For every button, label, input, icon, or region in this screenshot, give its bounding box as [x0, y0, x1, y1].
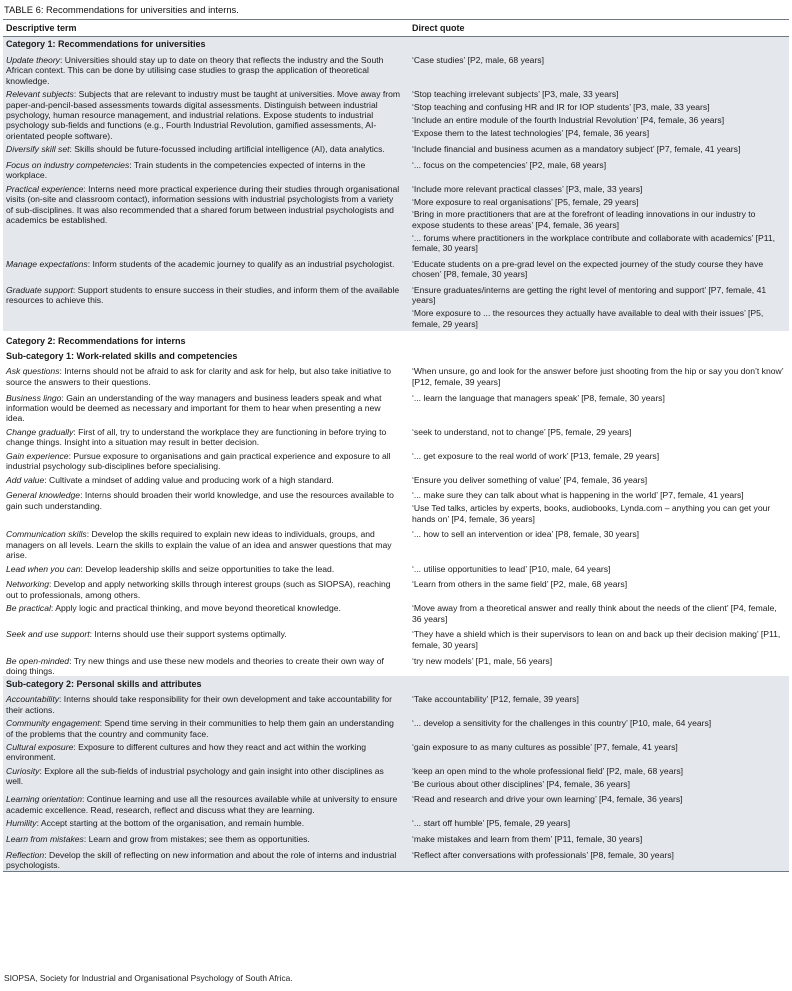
table-row [3, 626, 789, 652]
term-label: Lead when you can [6, 563, 81, 574]
term-label: Humility [6, 818, 37, 829]
table-row [3, 831, 789, 847]
descriptive-term-cell [3, 529, 409, 560]
term-description: : Cultivate a mindset of adding value and producing work of a high standard. [44, 474, 334, 485]
descriptive-term-cell [3, 451, 409, 472]
term-description: : Interns should not be afraid to ask for clarity and ask for help, but also take initiative to source the answers to their questions. [6, 366, 392, 387]
term-description: : Explore all the sub-fields of industrial psychology and gain insight into other disciplines as well. [6, 765, 384, 787]
quote-text: ‘Read and research and drive your own learning’ [P4, female, 36 years] [412, 794, 683, 805]
descriptive-term-cell [3, 184, 409, 226]
term-label: Gain experience [6, 450, 69, 461]
direct-quote-cell [409, 160, 789, 173]
direct-quote-cell [409, 89, 789, 140]
descriptive-term-cell [3, 285, 409, 306]
descriptive-term-cell [3, 259, 409, 269]
descriptive-term-cell [3, 160, 409, 181]
descriptive-term-cell [3, 475, 409, 485]
direct-quote-cell [409, 718, 789, 731]
table-row [3, 141, 789, 157]
quote-text: ‘Use Ted talks, articles by experts, books, audiobooks, Lynda.com – anything you can get your hands on’ [P4, female, 36 years] [412, 503, 771, 524]
direct-quote-cell [409, 490, 789, 526]
quote-text: ‘make mistakes and learn from them’ [P11, female, 30 years] [412, 834, 643, 844]
quote-text: ‘seek to understand, not to change’ [P5, female, 29 years] [412, 426, 632, 437]
descriptive-term-cell [3, 144, 409, 154]
header-direct-quote: Direct quote [412, 22, 465, 33]
quote-text: ‘Include more relevant practical classes’ [P3, male, 33 years] [412, 183, 643, 194]
term-label: Ask questions [6, 366, 60, 377]
quote-text: ‘Ensure you deliver something of value’ [P4, female, 36 years] [412, 474, 648, 485]
quote-text: ‘Be curious about other disciplines’ [P4, female, 36 years] [412, 778, 630, 789]
table-row [3, 600, 789, 626]
quote-text: ‘... utilise opportunities to lead’ [P10, male, 64 years] [412, 563, 611, 574]
table-row [3, 561, 789, 577]
term-description: : Exposure to different cultures and how they react and act within the working environment. [6, 741, 367, 763]
term-description: : Interns should broaden their world knowledge, and use the resources available to gain such understanding. [6, 490, 394, 511]
descriptive-term-cell [3, 564, 409, 574]
direct-quote-cell [409, 656, 789, 669]
table-row [3, 424, 789, 448]
category-2-section [3, 333, 789, 676]
direct-quote-cell [409, 144, 789, 157]
quote-text: ‘... how to sell an intervention or idea’ [P8, female, 30 years] [412, 529, 640, 540]
term-label: Practical experience [6, 183, 84, 194]
term-description: : Learn and grow from mistakes; see them as opportunities. [83, 834, 310, 844]
direct-quote-cell [409, 259, 789, 282]
term-label: Reflection [6, 849, 45, 860]
table-row [3, 181, 789, 256]
term-description: : Develop the skills required to explain new ideas to individuals, groups, and managers on all levels. Learn the skills to explain the value of an idea and answer questions that may arise. [6, 529, 392, 561]
term-description: : Accept starting at the bottom of the organisation, and remain humble. [36, 818, 305, 829]
quote-text: ‘Move away from a theoretical answer and really think about the needs of the client’ [P4, female, 36 years] [412, 603, 777, 624]
direct-quote-cell [409, 285, 789, 331]
sub-category-1-rows [3, 363, 789, 676]
term-description: : Universities should stay up to date on theory that reflects the industry and the South African context. This can be done by utilising case studies to grasp the application of theoretical knowledge. [6, 55, 384, 86]
quote-text: ‘keep an open mind to the whole professional field’ [P2, male, 68 years] [412, 765, 684, 776]
sub-category-title-text: Sub-category 2: Personal skills and attributes [6, 678, 202, 689]
descriptive-term-cell [3, 366, 409, 387]
quote-text: ‘Case studies’ [P2, male, 68 years] [412, 55, 544, 65]
descriptive-term-cell [3, 579, 409, 600]
table-row [3, 157, 789, 181]
table-row [3, 282, 789, 331]
table-row [3, 86, 789, 141]
sub-category-2-section [3, 676, 789, 871]
term-label: Learning orientation [6, 794, 82, 805]
descriptive-term-cell [3, 794, 409, 815]
term-description: : First of all, try to understand the workplace they are functioning in before trying to change things. Insight into a situation may result in better decision. [6, 426, 387, 448]
descriptive-term-cell [3, 393, 409, 424]
term-label: Networking [6, 579, 49, 590]
table-footnote: SIOPSA, Society for Industrial and Organisational Psychology of South Africa. [4, 973, 293, 983]
sub-category-2-title [3, 676, 789, 691]
term-label: Update theory [6, 55, 60, 65]
term-description: : Interns should take responsibility for their own development and take accountability for their actions. [6, 694, 392, 715]
table-row [3, 256, 789, 282]
direct-quote-cell [409, 427, 789, 440]
table-row [3, 52, 789, 86]
quote-text: ‘Include an entire module of the fourth Industrial Revolution’ [P4, female, 36 years] [412, 114, 725, 125]
term-description: : Gain an understanding of the way managers and business leaders speak and what information would be deemed as necessary and important for them to hear when presenting a new idea. [6, 392, 382, 424]
direct-quote-cell [409, 55, 789, 68]
direct-quote-cell [409, 366, 789, 389]
category-title-text: Category 2: Recommendations for interns [6, 335, 186, 346]
table-caption: TABLE 6: Recommendations for universities and interns. [4, 4, 239, 15]
term-description: : Inform students of the academic journey to qualify as an industrial psychologist. [87, 258, 395, 269]
quote-text: ‘... start off humble’ [P5, female, 29 years] [412, 818, 571, 829]
term-label: Cultural exposure [6, 741, 74, 752]
term-label: Relevant subjects [6, 89, 74, 100]
category-1-rows [3, 52, 789, 331]
direct-quote-cell [409, 794, 789, 807]
header-descriptive-term: Descriptive term [6, 22, 77, 33]
direct-quote-cell [409, 834, 789, 847]
term-label: Be open-minded [6, 655, 70, 666]
quote-text: ‘Include financial and business acumen as a mandatory subject’ [P7, female, 41 years] [412, 144, 741, 155]
table-row [3, 739, 789, 763]
direct-quote-cell [409, 629, 789, 652]
direct-quote-cell [409, 766, 789, 792]
term-description: : Interns should use their support systems optimally. [89, 629, 287, 640]
category-title-text: Category 1: Recommendations for universities [6, 39, 206, 50]
quote-text: ‘Reflect after conversations with professionals’ [P8, female, 30 years] [412, 849, 674, 860]
quote-text: ‘When unsure, go and look for the answer before just shooting from the hip or say you don’t know’ [P12, female, 39 years] [412, 366, 784, 387]
term-label: Communication skills [6, 529, 87, 540]
term-description: : Support students to ensure success in their studies, and inform them of the available resources to achieve this. [6, 285, 400, 306]
quote-text: ‘... develop a sensitivity for the challenges in this country’ [P10, male, 64 years] [412, 718, 712, 729]
quote-text: ‘... get exposure to the real world of work’ [P13, female, 29 years] [412, 450, 660, 461]
term-label: Business lingo [6, 392, 62, 403]
table-row [3, 576, 789, 600]
descriptive-term-cell [3, 834, 409, 844]
category-1-section [3, 37, 789, 331]
table-row [3, 363, 789, 389]
quote-text: ‘... forums where practitioners in the workplace contribute and collaborate with academics’ [P11, female, 30 years] [412, 232, 776, 254]
quote-text: ‘... learn the language that managers speak’ [P8, female, 30 years] [412, 392, 665, 403]
term-label: Community engagement [6, 718, 100, 729]
descriptive-term-cell [3, 629, 409, 639]
direct-quote-cell [409, 742, 789, 755]
term-description: : Skills should be future-focussed including artificial intelligence (AI), data analytics. [69, 144, 385, 155]
quote-text: ‘Take accountability’ [P12, female, 39 years] [412, 694, 579, 705]
table-row [3, 390, 789, 424]
table-row [3, 448, 789, 472]
term-description: : Pursue exposure to organisations and gain practical experience and exposure to all industrial psychology sub-disciplines before specialising. [6, 450, 391, 472]
category-2-title [3, 333, 789, 348]
direct-quote-cell [409, 393, 789, 406]
term-label: Graduate support [6, 285, 73, 296]
table-row [3, 815, 789, 831]
sub-category-title-text: Sub-category 1: Work-related skills and competencies [6, 350, 238, 361]
term-description: : Develop leadership skills and seize opportunities to take the lead. [80, 563, 335, 574]
descriptive-term-cell [3, 603, 409, 613]
sub-category-2-rows [3, 691, 789, 870]
sub-category-1-title [3, 348, 789, 363]
quote-text: ‘Educate students on a pre-grad level on the expected journey of the study course they have chosen’ [P8, female, 30 years] [412, 258, 764, 280]
term-label: Accountability [6, 694, 60, 705]
direct-quote-cell [409, 529, 789, 542]
term-label: Seek and use support [6, 629, 90, 640]
term-label: Manage expectations [6, 258, 88, 269]
table-row [3, 472, 789, 488]
quote-text: ‘More exposure to ... the resources they actually have available to deal with their issues’ [P5, female, 29 years] [412, 308, 764, 329]
term-description: : Develop and apply networking skills through interest groups (such as SIOPSA), reaching out to professionals, among others. [6, 579, 391, 600]
descriptive-term-cell [3, 766, 409, 787]
table-header [3, 19, 789, 37]
direct-quote-cell [409, 579, 789, 592]
descriptive-term-cell [3, 427, 409, 448]
direct-quote-cell [409, 694, 789, 707]
quote-text: ‘... make sure they can talk about what is happening in the world’ [P7, female, 41 years] [412, 490, 744, 501]
descriptive-term-cell [3, 694, 409, 715]
term-label: Add value [6, 474, 45, 485]
quote-text: ‘Stop teaching irrelevant subjects’ [P3, male, 33 years] [412, 89, 619, 100]
quote-text: ‘Stop teaching and confusing HR and IR for IOP students’ [P3, male, 33 years] [412, 102, 710, 113]
direct-quote-cell [409, 451, 789, 464]
term-label: Focus on industry competencies [6, 160, 130, 171]
term-label: Be practical [6, 603, 51, 614]
term-description: : Continue learning and use all the resources available while at university to ensure academic excellence. Read, research, reflect and discuss what they are learning. [6, 794, 398, 815]
term-label: Change gradually [6, 426, 74, 437]
quote-text: ‘More exposure to real organisations’ [P5, female, 29 years] [412, 196, 639, 207]
direct-quote-cell [409, 603, 789, 626]
table-row [3, 487, 789, 526]
descriptive-term-cell [3, 742, 409, 763]
term-description: : Subjects that are relevant to industry must be taught at universities. Move away from paper-and-pencil-based assessments towards digital assessments. Distinguish between industrial psychology, human resource management, and industrial relations. Expose students to industrial psychology sub-fields and functions (e.g., Fourth Industrial Revolution, gamified assessments, AI-orientated people software). [6, 89, 401, 141]
direct-quote-cell [409, 564, 789, 577]
term-label: General knowledge [6, 490, 81, 501]
table-row [3, 847, 789, 871]
direct-quote-cell [409, 475, 789, 488]
category-1-title [3, 37, 789, 52]
quote-text: ‘They have a shield which is their supervisors to lean on and back up their decision making’ [P11, female, 30 years] [412, 629, 781, 650]
table-row [3, 763, 789, 792]
direct-quote-cell [409, 818, 789, 831]
term-label: Curiosity [6, 765, 40, 776]
term-label: Diversify skill set [6, 144, 70, 155]
quote-text: ‘Bring in more practitioners that are at the forefront of leading innovations in our industry to expose students to these areas’ [P4, female, 36 years] [412, 209, 756, 230]
table-row [3, 653, 789, 677]
descriptive-term-cell [3, 818, 409, 828]
quote-text: ‘try new models’ [P1, male, 56 years] [412, 655, 553, 666]
descriptive-term-cell [3, 718, 409, 739]
quote-text: ‘... focus on the competencies’ [P2, male, 68 years] [412, 160, 607, 171]
table-row [3, 715, 789, 739]
table-row [3, 526, 789, 560]
term-description: : Apply logic and practical thinking, and move beyond theoretical knowledge. [50, 603, 341, 614]
descriptive-term-cell [3, 89, 409, 141]
direct-quote-cell [409, 850, 789, 863]
quote-text: ‘Ensure graduates/interns are getting the right level of mentoring and support’ [P7, female, 41 years] [412, 285, 767, 306]
term-description: : Develop the skill of reflecting on new information and about the role of interns and industrial psychologists. [6, 849, 397, 871]
term-description: : Train students in the competencies expected of interns in the workplace. [6, 160, 366, 181]
term-description: : Spend time serving in their communities to help them gain an understanding of the problems that the country and community face. [6, 718, 394, 739]
descriptive-term-cell [3, 656, 409, 677]
term-label: Learn from mistakes [6, 834, 84, 844]
term-description: : Try new things and use these new models and theories to create their own way of doing things. [6, 655, 384, 676]
term-description: : Interns need more practical experience during their studies through organisational visits (on-site and classroom contact), information sessions with industrial psychologists from a variety of sub-disciplines. It was also recommended that a shared forum between industrial psychologists and academics be established. [6, 183, 400, 226]
table-row [3, 791, 789, 815]
descriptive-term-cell [3, 490, 409, 511]
quote-text: ‘Expose them to the latest technologies’ [P4, female, 36 years] [412, 127, 650, 138]
direct-quote-cell [409, 184, 789, 256]
descriptive-term-cell [3, 850, 409, 871]
recommendations-table [3, 19, 789, 872]
table-row [3, 691, 789, 715]
descriptive-term-cell [3, 55, 409, 86]
quote-text: ‘gain exposure to as many cultures as possible’ [P7, female, 41 years] [412, 741, 678, 752]
quote-text: ‘Learn from others in the same field’ [P2, male, 68 years] [412, 579, 628, 590]
